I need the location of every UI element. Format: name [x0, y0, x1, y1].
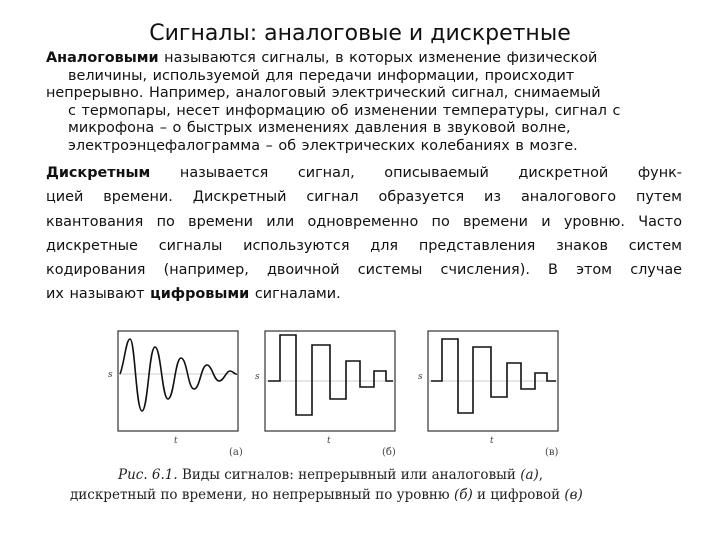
panel-digital — [418, 331, 559, 458]
panel-analog — [108, 331, 243, 458]
x-axis-label: t — [490, 436, 494, 446]
text-fragment: называется сигнал, описываемый дискретной функ- — [150, 165, 682, 181]
text-fragment: , — [538, 467, 544, 483]
figure-number: Рис. 6.1. — [118, 467, 178, 483]
text-line: дискретные сигналы используются для представления знаков систем — [46, 237, 682, 254]
panel-discrete — [255, 331, 396, 458]
text-line: непрерывно. Например, аналоговый электрический сигнал, снимаемый — [46, 85, 601, 101]
figure-caption — [70, 465, 608, 505]
text-line: квантования по времени или одновременно по времени и уровню. Часто — [46, 213, 682, 230]
text-fragment: (в) — [564, 487, 583, 503]
text-line: с термопары, несет информацию об изменении температуры, сигнал с — [68, 102, 621, 119]
text-fragment: Виды сигналов: непрерывный или аналоговый — [177, 467, 521, 483]
text-line — [46, 50, 682, 68]
text-line: кодирования (например, двоичной системы счисления). В этом случае — [46, 262, 682, 279]
x-axis-label: t — [174, 436, 178, 446]
text-fragment: (б) — [453, 487, 473, 503]
text-line: величины, используемой для передачи информации, происходит — [68, 67, 575, 84]
text-fragment: их называют — [46, 286, 151, 303]
panel-tag: (б) — [382, 447, 396, 458]
panel-tag: (а) — [229, 447, 243, 458]
text-fragment: сигналами. — [249, 286, 341, 303]
caption-line-2 — [70, 485, 608, 505]
slide-body — [46, 50, 682, 307]
text-fragment: и цифровой — [472, 487, 565, 503]
paragraph-analog — [46, 50, 682, 155]
text-fragment: дискретный по времени, но непрерывный по уровню — [70, 487, 454, 503]
text-line: микрофона – о быстрых изменениях давления в звуковой волне, — [68, 120, 571, 136]
digital-waveform — [431, 339, 556, 413]
text-line: цией времени. Дискретный сигнал образуется из аналогового путем — [46, 189, 682, 206]
y-axis-label: s — [108, 370, 113, 380]
analog-waveform — [120, 339, 237, 411]
discrete-waveform — [268, 335, 393, 415]
signal-types-figure — [90, 325, 600, 465]
term-analog: Аналоговыми — [46, 50, 159, 66]
y-axis-label: s — [255, 372, 260, 382]
caption-line-1 — [118, 465, 608, 485]
text-fragment: называются сигналы, в которых изменение физической — [158, 50, 598, 66]
term-digital: цифровыми — [150, 286, 250, 303]
panel-tag: (в) — [545, 447, 559, 458]
text-line — [46, 161, 682, 185]
x-axis-label: t — [327, 436, 331, 446]
y-axis-label: s — [418, 372, 423, 382]
paragraph-discrete — [46, 161, 682, 307]
text-line — [46, 282, 682, 306]
text-line: электроэнцефалограмма – об электрических колебаниях в мозге. — [68, 137, 578, 154]
text-fragment: (а) — [520, 467, 539, 483]
term-discrete: Дискретным — [46, 165, 151, 181]
slide-title: Сигналы: аналоговые и дискретные — [149, 21, 571, 46]
